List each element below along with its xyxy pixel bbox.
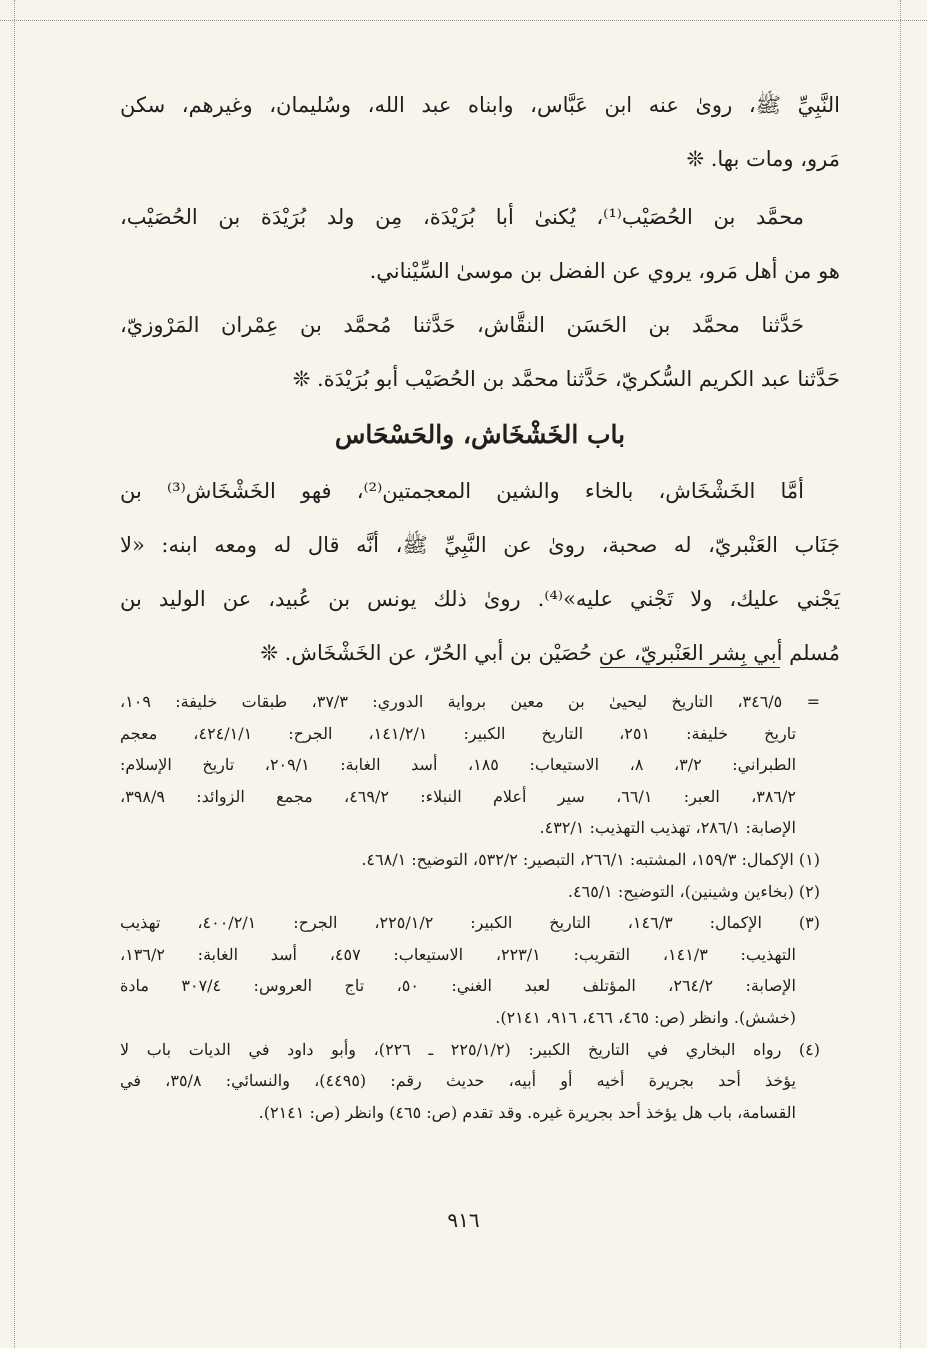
text-line: حَدَّثنا محمَّد بن الحَسَن النقَّاش، حَدَّثنا مُحمَّد بن عِمْران المَرْوزيّ، — [120, 313, 804, 337]
footnote-line: ٣٨٦/٢، العبر: ٦٦/١، سير أعلام النبلاء: ٤٦٩/٢، مجمع الزوائد: ٣٩٨/٩، — [120, 786, 796, 806]
section-heading: باب الخَشْخَاش، والحَسْحَاس — [334, 420, 626, 449]
text-line: مَرو، ومات بها. ❊ — [686, 147, 840, 171]
footnote-line: القسامة، باب هل يؤخذ أحد بجريرة غيره. وقد تقدم (ص: ٤٦٥) وانظر (ص: ٢١٤١). — [258, 1102, 796, 1122]
footnote-separator — [600, 667, 780, 668]
page-number: ٩١٦ — [447, 1208, 480, 1232]
text-line: يَجْني عليك، ولا تَجْني عليه»⁽⁴⁾. روىٰ ذلك يونس بن عُبيد، عن الوليد بن — [120, 587, 840, 611]
footnote-line: يؤخذ أحد بجريرة أخيه أو أبيه، حديث رقم: (٤٤٩٥)، والنسائي: ٣٥/٨، في — [120, 1071, 797, 1091]
text-line: النَّبِيِّ ﷺ، روىٰ عنه ابن عَبَّاس، وابناه عبد الله، وسُليمان، وغيرهم، سكن — [120, 93, 840, 117]
text-line: محمَّد بن الحُصَيْب⁽¹⁾، يُكنىٰ أبا بُرَيْدَة، مِن ولد بُرَيْدَة بن الحُصَيْب، — [120, 205, 805, 229]
footnote-line: التهذيب: ١٤١/٣، التقريب: ٢٢٣/١، الاستيعاب: ٤٥٧، أسد الغابة: ١٣٦/٢، — [120, 944, 796, 964]
footnote-line: الطبراني: ٣/٢، ٨، الاستيعاب: ١٨٥، أسد الغابة: ٢٠٩/١، تاريخ الإسلام: — [120, 755, 797, 775]
scan-edge-top — [0, 20, 927, 21]
footnote-line: (خشش). وانظر (ص: ٤٦٥، ٤٦٦، ٩١٦، ٢١٤١). — [495, 1007, 796, 1027]
footnote-line: (١) الإكمال: ١٥٩/٣، المشتبه: ٢٦٦/١، التبصير: ٥٣٢/٢، التوضيح: ٤٦٨/١. — [361, 849, 820, 869]
scan-edge-right — [900, 0, 901, 1348]
footnotes — [120, 686, 820, 1128]
footnote-line: (٢) (بخاءين وشينين)، التوضيح: ٤٦٥/١. — [567, 881, 820, 901]
main-text — [120, 78, 840, 680]
scan-edge-left — [14, 0, 15, 1348]
footnote-line: الإصابة: ٢٦٤/٢، المؤتلف لعبد الغني: ٥٠، تاج العروس: ٣٠٧/٤ مادة — [120, 976, 796, 996]
text-line: حَدَّثنا عبد الكريم السُّكريّ، حَدَّثنا محمَّد بن الحُصَيْب أبو بُرَيْدَة. ❊ — [292, 367, 840, 391]
text-line: هو من أهل مَرو، يروي عن الفضل بن موسىٰ السِّيْناني. — [369, 259, 840, 283]
text-line: مُسلم أبي بِشر العَنْبريّ، عن حُصَيْن بن أبي الحُرّ، عن الخَشْخَاش. ❊ — [260, 641, 840, 665]
text-line: جَنَاب العَنْبريّ، له صحبة، روىٰ عن النَّبِيِّ ﷺ، أنَّه قال له ومعه ابنه: «لا — [120, 533, 840, 557]
footnote-line: تاريخ خليفة: ٢٥١، التاريخ الكبير: ١٤١/٢/١، الجرح: ٤٢٤/١/١، معجم — [120, 723, 797, 743]
footnote-line: (٣) الإكمال: ١٤٦/٣، التاريخ الكبير: ٢٢٥/١/٢، الجرح: ٤٠٠/٢/١، تهذيب — [120, 913, 821, 933]
footnote-line: = ٣٤٦/٥، التاريخ ليحيىٰ بن معين برواية الدوري: ٣٧/٣، طبقات خليفة: ١٠٩، — [120, 692, 820, 711]
footnote-line: الإصابة: ٢٨٦/١، تهذيب التهذيب: ٤٣٢/١. — [539, 818, 796, 838]
footnote-line: (٤) رواه البخاري في التاريخ الكبير: (٢٢٥/١/٢ ـ ٢٢٦)، وأبو داود في الديات باب لا — [120, 1039, 821, 1059]
text-line: أمَّا الخَشْخَاش، بالخاء والشين المعجمتين⁽²⁾، فهو الخَشْخَاش⁽³⁾ بن — [120, 479, 805, 503]
